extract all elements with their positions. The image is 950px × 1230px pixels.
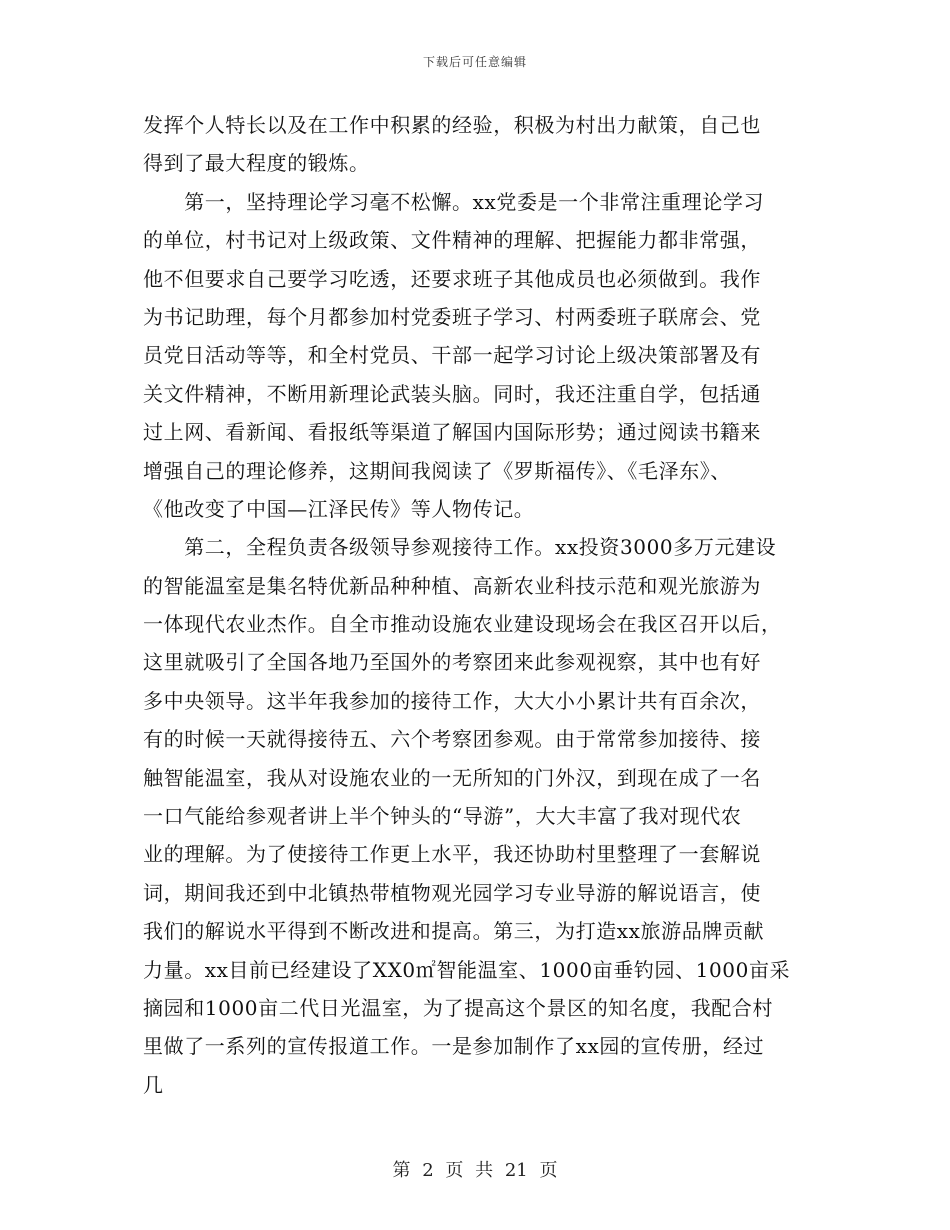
text-line: 有的时候一天就得接待五、六个考察团参观。由于常常参加接待、接 (143, 727, 761, 752)
text-line: 一口气能给参观者讲上半个钟头的“导游”，大大丰富了我对现代农 (143, 804, 742, 829)
text-line: 增强自己的理论修养，这期间我阅读了《罗斯福传》、《毛泽东》、 (143, 458, 731, 483)
text-line: 几 (143, 1072, 164, 1097)
text-line: 力量。xx目前已经建设了XX0㎡智能温室、1000亩垂钓园、1000亩采 (143, 957, 791, 982)
text-line: 我们的解说水平得到不断改进和提高。第三，为打造xx旅游品牌贡献 (143, 919, 765, 944)
text-line: 摘园和1000亩二代日光温室，为了提高这个景区的知名度，我配合村 (143, 995, 774, 1020)
text-line: 为书记助理，每个月都参加村党委班子学习、村两委班子联席会、党 (143, 304, 761, 329)
text-line: 业的理解。为了使接待工作更上水平，我还协助村里整理了一套解说 (143, 842, 761, 867)
text-line: 第二，全程负责各级领导参观接待工作。xx投资3000多万元建设 (143, 535, 777, 560)
page-header-note: 下载后可任意编辑 (422, 55, 527, 69)
text-line: 过上网、看新闻、看报纸等渠道了解国内国际形势；通过阅读书籍来 (143, 420, 761, 445)
text-line: 员党日活动等等，和全村党员、干部一起学习讨论上级决策部署及有 (143, 343, 761, 368)
text-line: 关文件精神，不断用新理论武装头脑。同时，我还注重自学，包括通 (143, 381, 761, 406)
text-line: 触智能温室，我从对设施农业的一无所知的门外汉，到现在成了一名 (143, 765, 761, 790)
page-number-footer: 第 2 页 共 21 页 (392, 1160, 558, 1181)
text-line: 第一，坚持理论学习毫不松懈。xx党委是一个非常注重理论学习 (143, 189, 765, 214)
text-line: 的单位，村书记对上级政策、文件精神的理解、把握能力都非常强， (143, 228, 761, 253)
text-line: 一体现代农业杰作。自全市推动设施农业建设现场会在我区召开以后， (143, 612, 782, 637)
text-line: 里做了一系列的宣传报道工作。一是参加制作了xx园的宣传册，经过 (143, 1034, 765, 1059)
text-line: 的智能温室是集名特优新品种种植、高新农业科技示范和观光旅游为 (143, 573, 761, 598)
document-body (143, 106, 811, 1104)
text-line: 多中央领导。这半年我参加的接待工作，大大小小累计共有百余次， (143, 688, 761, 713)
text-line: 得到了最大程度的锻炼。 (143, 151, 370, 176)
text-line: 《他改变了中国—江泽民传》等人物传记。 (143, 496, 535, 521)
text-line: 他不但要求自己要学习吃透，还要求班子其他成员也必须做到。我作 (143, 266, 761, 291)
text-line: 词，期间我还到中北镇热带植物观光园学习专业导游的解说语言，使 (143, 880, 761, 905)
text-line: 这里就吸引了全国各地乃至国外的考察团来此参观视察，其中也有好 (143, 650, 761, 675)
text-line: 发挥个人特长以及在工作中积累的经验，积极为村出力献策，自己也 (143, 113, 761, 137)
